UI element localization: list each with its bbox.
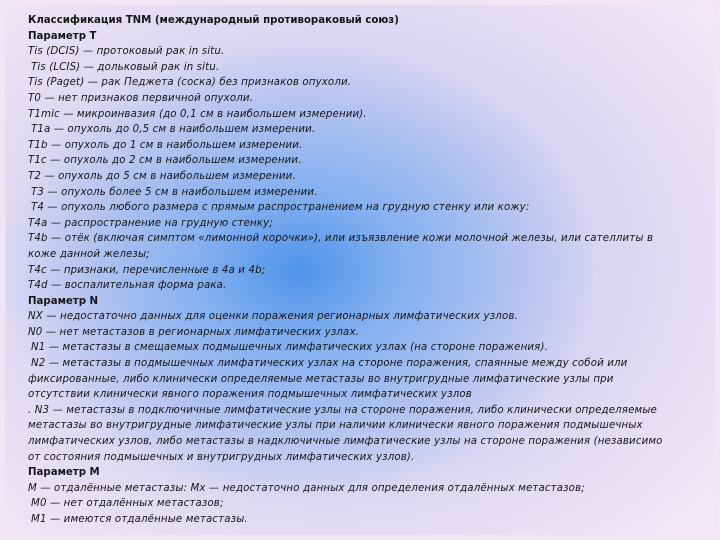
text-line: Т4b — отёк (включая симптом «лимонной корочки»), или изъязвление кожи молочной железы, или сателлиты в [28,233,654,245]
text-line: отсутствии клинически явного поражения подмышечных лимфатических узлов [28,389,472,401]
text-line: Т2 — опухоль до 5 см в наибольшем измерении. [28,170,296,182]
text-line: Тis (DCIS) — протоковый рак in situ. [28,46,225,58]
text-line: NX — недостаточно данных для оценки поражения регионарных лимфатических узлов. [28,311,518,323]
section-header-t: Параметр T [28,30,97,42]
text-line: M0 — нет отдалённых метастазов; [31,498,224,510]
text-line: Т1а — опухоль до 0,5 см в наибольшем измерении. [31,124,316,136]
text-line: М — отдалённые метастазы: Mx — недостаточно данных для определения отдалённых метастазов; [28,482,585,494]
text-line: M1 — имеются отдалённые метастазы. [31,514,248,525]
text-line: коже данной железы; [28,248,150,260]
text-line: Т1с — опухоль до 2 см в наибольшем измерении. [28,155,302,167]
document-body [28,13,718,528]
text-line: Т0 — нет признаков первичной опухоли. [28,92,254,104]
text-line: Т4 — опухоль любого размера с прямым распространением на грудную стенку или кожу: [31,202,530,214]
text-line: лимфатических узлов, либо метастазы в надключичные лимфатические узлы на стороне поражения (независимо [28,436,663,448]
text-line: Тis (Paget) — рак Педжета (соска) без признаков опухоли. [28,77,352,89]
text-line: . N3 — метастазы в подключичные лимфатические узлы на стороне поражения, либо клинически определяемые [28,404,657,416]
text-line: Т1b — опухоль до 1 см в наибольшем измерении. [28,139,303,151]
text-line: от состояния подмышечных и внутригрудных лимфатических узлов). [28,451,415,463]
text-line: Т4d — воспалительная форма рака. [28,280,227,292]
text-line: Т4а — распространение на грудную стенку; [28,217,273,229]
text-line: метастазы во внутригрудные лимфатические узлы при наличии клинически явного поражения подмышечных [28,420,643,432]
text-line: Т1mic — микроинвазия (до 0,1 см в наибольшем измерении). [28,108,367,120]
text-line: Т3 — опухоль более 5 см в наибольшем измерении. [31,186,318,198]
text-line: Тis (LCIS) — дольковый рак in situ. [31,61,220,73]
section-header-m: Параметр M [28,467,100,479]
document-title: Классификация TNM (международный противораковый союз) [28,15,399,26]
text-line: Т4с — признаки, перечисленные в 4а и 4b; [28,264,266,276]
text-line: N0 — нет метастазов в регионарных лимфатических узлах. [28,326,360,338]
section-header-n: Параметр N [28,295,99,307]
text-line: N2 — метастазы в подмышечных лимфатических узлах на стороне поражения, спаянные между собой или [31,358,628,370]
text-line: фиксированные, либо клинически определяемые метастазы во внутригрудные лимфатические узлы при [28,373,614,385]
text-line: N1 — метастазы в смещаемых подмышечных лимфатических узлах (на стороне поражения). [31,342,548,354]
